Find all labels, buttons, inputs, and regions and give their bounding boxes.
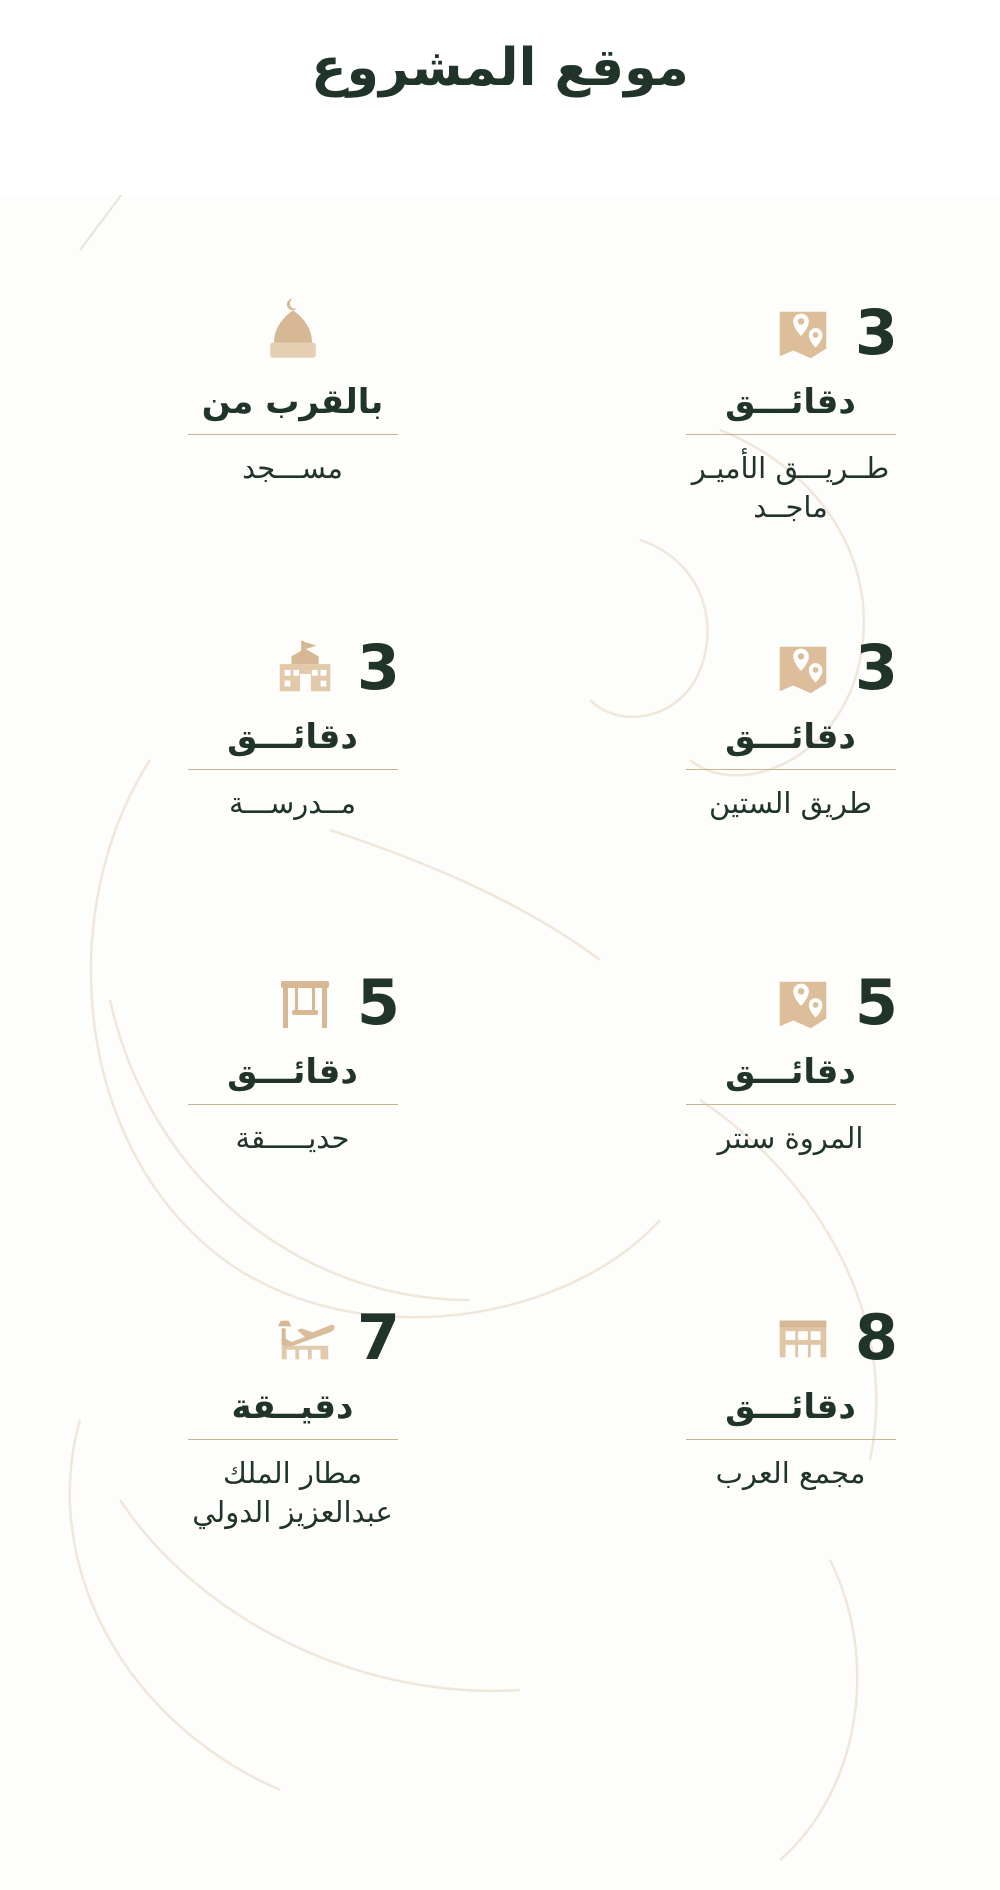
duration-unit: دقائـــق: [227, 717, 358, 757]
divider: [686, 1439, 896, 1440]
card-top-row: [683, 290, 898, 376]
location-card-marwa-center[interactable]: [500, 960, 1000, 1295]
duration-unit: دقائـــق: [725, 382, 856, 422]
duration-number: 3: [356, 631, 400, 704]
place-name: المروة سنتر: [717, 1121, 864, 1155]
page-title: موقع المشروع: [311, 38, 689, 98]
divider: [686, 1104, 896, 1105]
map-pin-icon: [765, 630, 841, 706]
card-top-row: [683, 625, 898, 711]
building-complex-icon: [765, 1300, 841, 1376]
place-name: مجمع العرب: [715, 1456, 866, 1490]
divider: [188, 1104, 398, 1105]
divider: [188, 769, 398, 770]
card-top-row: [683, 1295, 898, 1381]
school-icon: [267, 630, 343, 706]
duration-number: 3: [854, 296, 898, 369]
duration-number: 7: [356, 1301, 400, 1374]
duration-unit: دقائـــق: [725, 717, 856, 757]
location-card-park[interactable]: [0, 960, 500, 1295]
divider: [188, 1439, 398, 1440]
location-grid: [0, 290, 1000, 1630]
location-card-prince-majed-road[interactable]: [500, 290, 1000, 625]
divider: [686, 434, 896, 435]
card-top-row: [185, 1295, 400, 1381]
place-name: مطار الملك عبدالعزيز الدولي: [192, 1456, 393, 1530]
duration-unit: دقيــقة: [231, 1387, 354, 1427]
card-top-row: [185, 960, 400, 1046]
place-name: حديـــــقة: [235, 1121, 350, 1155]
duration-number: 8: [854, 1301, 898, 1374]
duration-number: 3: [854, 631, 898, 704]
duration-number: 5: [356, 966, 400, 1039]
location-card-arab-mall[interactable]: [500, 1295, 1000, 1630]
airport-icon: [267, 1300, 343, 1376]
duration-unit: دقائـــق: [227, 1052, 358, 1092]
card-top-row: [185, 290, 400, 376]
duration-number: 5: [854, 966, 898, 1039]
location-card-airport[interactable]: [0, 1295, 500, 1630]
place-name: طــريـــق الأميـر ماجــد: [691, 451, 890, 525]
location-card-school[interactable]: [0, 625, 500, 960]
duration-unit: دقائـــق: [725, 1387, 856, 1427]
location-card-mosque[interactable]: [0, 290, 500, 625]
place-name: مــدرســـة: [228, 786, 357, 820]
divider: [686, 769, 896, 770]
divider: [188, 434, 398, 435]
map-pin-icon: [765, 295, 841, 371]
duration-unit: دقائـــق: [725, 1052, 856, 1092]
card-top-row: [683, 960, 898, 1046]
place-name: طريق الستين: [709, 786, 872, 820]
map-pin-icon: [765, 965, 841, 1041]
swing-park-icon: [267, 965, 343, 1041]
duration-unit: بالقرب من: [201, 382, 384, 422]
location-card-sitteen-road[interactable]: [500, 625, 1000, 960]
card-top-row: [185, 625, 400, 711]
place-name: مســـجد: [242, 451, 343, 485]
mosque-icon: [255, 295, 331, 371]
